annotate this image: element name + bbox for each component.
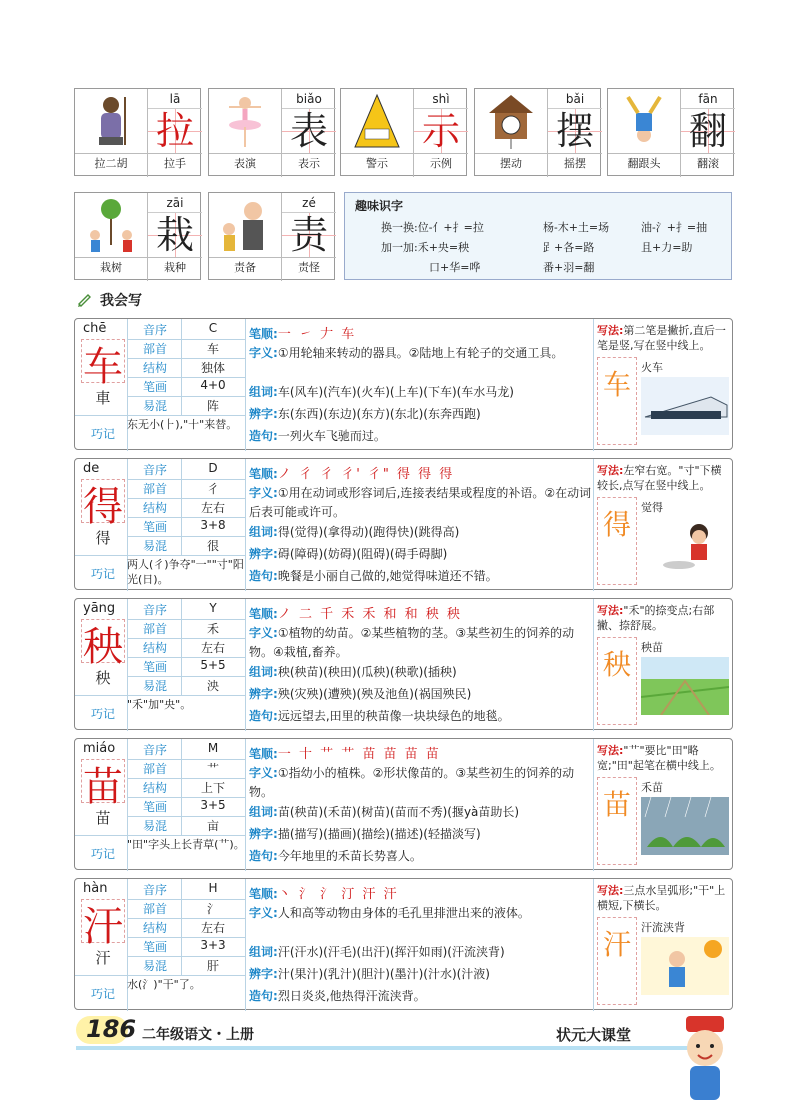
practice-character: 苗 (602, 788, 631, 821)
stroke-order-label: 笔顺: (249, 887, 278, 901)
info-label: 易混 (142, 539, 167, 553)
picture-caption: 火车 (641, 361, 663, 374)
book-title: 二年级语文・上册 (142, 1027, 254, 1043)
info-label: 笔画 (142, 380, 167, 394)
words-row (249, 941, 595, 960)
writing-tip (597, 323, 731, 353)
vocab-illustration (209, 89, 281, 153)
vocab-character: 拉 (155, 109, 194, 153)
vocab-illustration (209, 193, 281, 257)
fun-cell: 加一加:禾+央=秧 (381, 241, 470, 254)
distinguish-row (249, 683, 595, 702)
column-divider (593, 879, 594, 1011)
column-divider (181, 879, 182, 975)
info-value: 5+5 (200, 658, 226, 672)
fun-literacy-title: 趣味识字 (355, 199, 404, 213)
meaning-label: 字义: (249, 346, 278, 360)
info-label: 音序 (142, 323, 167, 337)
sentence-text: 烈日炎炎,他热得汗流浃背。 (277, 989, 426, 1003)
vocab-word: 栽树 (100, 261, 122, 274)
vocab-word: 表演 (234, 157, 256, 170)
meaning-label: 字义: (249, 486, 278, 500)
info-label: 笔画 (142, 800, 167, 814)
column-divider (245, 879, 246, 1011)
info-label: 音序 (142, 743, 167, 757)
brand-name: 状元大课堂 (556, 1026, 632, 1044)
column-divider (245, 459, 246, 591)
info-value: 亩 (206, 819, 219, 833)
vocab-pinyin: bǎi (548, 89, 602, 109)
stroke-order-label: 笔顺: (249, 467, 278, 481)
sentence-text: 远远望去,田里的秧苗像一块块绿色的地毯。 (277, 709, 510, 723)
pencil-icon (76, 290, 94, 308)
writing-tip (597, 743, 731, 773)
vocab-character: 摆 (555, 109, 594, 153)
table-line (75, 415, 245, 416)
meaning-text: ①植物的幼苗。②某些植物的茎。③某些初生的饲养的动物。④栽植,畜养。 (249, 626, 575, 659)
stroke-order: 丶 氵 氵 汀 汗 汗 (277, 887, 399, 902)
vocab-word: 摆动 (500, 157, 522, 170)
fun-literacy-box (344, 192, 732, 280)
distinguish-row (249, 963, 595, 982)
stroke-order-row (249, 463, 589, 482)
words-text: 汗(汗水)(汗毛)(出汗)(挥汗如雨)(汗流浃背) (277, 945, 505, 959)
words-label: 组词: (249, 945, 278, 959)
sentence-label: 造句: (249, 849, 278, 863)
info-label: 部首 (142, 342, 167, 356)
stroke-order: 一 ㇀ 𠂇 车 (277, 327, 357, 342)
table-line (75, 555, 245, 556)
vocab-word: 警示 (366, 157, 388, 170)
sentence-text: 今年地里的禾苗长势喜人。 (277, 849, 422, 863)
picture-caption: 禾苗 (641, 781, 663, 794)
mnemonic-text: "田"字头上长青草(艹)。 (127, 838, 245, 851)
distinguish-row (249, 823, 595, 842)
mnemonic-label: 巧记 (90, 987, 115, 1001)
writing-tip-text: 左窄右宽。"寸"下横较长,点写在竖中线上。 (597, 464, 722, 492)
stroke-order-row (249, 603, 589, 622)
info-label: 结构 (142, 921, 167, 935)
info-value: 3+5 (200, 798, 226, 812)
footer-divider (76, 1046, 716, 1050)
words-row (249, 801, 595, 820)
vocab-card (208, 192, 335, 280)
info-value: 上下 (200, 781, 225, 795)
words-label: 组词: (249, 385, 278, 399)
vocab-word: 表示 (298, 157, 320, 170)
vocab-word: 翻滚 (697, 157, 719, 170)
picture-caption: 汗流浃背 (641, 921, 685, 934)
distinguish-text: 碍(障碍)(妨碍)(阻碍)(碍手碍脚) (277, 547, 448, 561)
sentence-label: 造句: (249, 429, 278, 443)
vocab-word: 拉手 (164, 157, 186, 170)
distinguish-text: 描(描写)(描画)(描绘)(描述)(轻描淡写) (277, 827, 481, 841)
words-row (249, 521, 595, 540)
column-divider (181, 459, 182, 555)
page-number: 186 (86, 1015, 137, 1043)
vocab-word: 示例 (430, 157, 452, 170)
info-value: C (208, 321, 218, 335)
writing-tip-text: 第二笔是撇折,直后一笔是竖,写在竖中线上。 (597, 324, 726, 352)
sentence-row (249, 425, 595, 444)
meaning-row (249, 903, 595, 922)
column-divider (593, 599, 594, 731)
info-value: 车 (206, 342, 219, 356)
info-label: 易混 (142, 959, 167, 973)
vocab-character: 栽 (155, 213, 194, 257)
distinguish-text: 殃(灾殃)(遭殃)(殃及池鱼)(祸国殃民) (277, 687, 472, 701)
character-card (74, 598, 733, 730)
sentence-row (249, 845, 595, 864)
sentence-label: 造句: (249, 989, 278, 1003)
info-value: 禾 (206, 622, 219, 636)
sentence-row (249, 565, 595, 584)
illustration-image (641, 377, 729, 439)
main-character: 秧 (83, 624, 123, 670)
info-value: 阵 (206, 399, 219, 413)
sentence-text: 一列火车飞驰而过。 (277, 429, 386, 443)
traditional-character: 汗 (95, 949, 111, 967)
info-value: 左右 (200, 501, 225, 515)
info-label: 部首 (142, 762, 167, 776)
card-hline (209, 257, 336, 258)
mnemonic-label: 巧记 (90, 567, 115, 581)
traditional-character: 得 (95, 529, 111, 547)
info-label: 笔画 (142, 520, 167, 534)
vocab-word: 责备 (234, 261, 256, 274)
writing-tip (597, 603, 731, 633)
info-value: 左右 (200, 921, 225, 935)
distinguish-text: 汁(果汁)(乳汁)(胆汁)(墨汁)(汁水)(汁液) (277, 967, 490, 981)
info-label: 结构 (142, 361, 167, 375)
card-hline (341, 153, 468, 154)
sentence-label: 造句: (249, 569, 278, 583)
stroke-order: ノ 二 千 禾 禾 和 和 秧 秧 (277, 607, 462, 622)
meaning-text: ①指幼小的植株。②形状像苗的。③某些初生的饲养的动物。 (249, 766, 575, 799)
writing-tip (597, 883, 731, 913)
mnemonic-text: 两人(彳)争夺"一""寸"阳光(日)。 (127, 558, 244, 586)
character-card (74, 738, 733, 870)
vocab-illustration (341, 89, 413, 153)
vocab-pinyin: shì (414, 89, 468, 109)
picture-caption: 秧苗 (641, 641, 663, 654)
info-label: 部首 (142, 902, 167, 916)
table-line (75, 975, 245, 976)
words-text: 车(风车)(汽车)(火车)(上车)(下车)(车水马龙) (277, 385, 514, 399)
info-value: 4+0 (200, 378, 226, 392)
character-pinyin: de (83, 461, 100, 476)
mnemonic-label: 巧记 (90, 847, 115, 861)
table-line (75, 695, 245, 696)
fun-cell: 且+力=助 (641, 241, 693, 254)
writing-tip-label: 写法: (597, 884, 624, 897)
writing-tip-text: "艹"要比"田"略宽;"田"起笔在横中线上。 (597, 744, 721, 772)
column-divider (245, 599, 246, 731)
vocab-pinyin: zé (282, 193, 336, 213)
mnemonic-text: 水(氵)"干"了。 (127, 978, 201, 991)
meaning-text: ①用在动词或形容词后,连接表结果或程度的补语。②在动词后表可能或许可。 (249, 486, 592, 519)
words-label: 组词: (249, 665, 278, 679)
stroke-order: 一 十 艹 艹 苗 苗 苗 苗 (277, 747, 441, 762)
info-label: 音序 (142, 463, 167, 477)
vocab-pinyin: fān (681, 89, 735, 109)
meaning-row (249, 763, 595, 801)
card-hline (209, 153, 336, 154)
sentence-label: 造句: (249, 709, 278, 723)
character-card (74, 458, 733, 590)
vocab-word: 责怪 (298, 261, 320, 274)
illustration-image (641, 937, 729, 999)
main-character: 汗 (83, 904, 123, 950)
info-value: 左右 (200, 641, 225, 655)
vocab-character: 责 (289, 213, 328, 257)
vocab-illustration (75, 89, 147, 153)
info-label: 结构 (142, 641, 167, 655)
fun-cell: 口+华=哗 (429, 261, 481, 274)
meaning-label: 字义: (249, 626, 278, 640)
traditional-character: 苗 (95, 809, 111, 827)
column-divider (181, 319, 182, 415)
words-label: 组词: (249, 805, 278, 819)
info-value: D (208, 461, 218, 475)
info-label: 音序 (142, 883, 167, 897)
illustration-image (641, 657, 729, 719)
info-value: 很 (206, 539, 219, 553)
sentence-row (249, 705, 595, 724)
main-character: 苗 (83, 764, 123, 810)
info-label: 笔画 (142, 660, 167, 674)
column-divider (245, 319, 246, 451)
meaning-row (249, 483, 595, 521)
vocab-illustration (75, 193, 147, 257)
practice-character: 秧 (602, 648, 631, 681)
words-text: 苗(秧苗)(禾苗)(树苗)(苗而不秀)(揠yà苗助长) (277, 805, 520, 819)
distinguish-label: 辨字: (249, 687, 278, 701)
stroke-order: ノ 彳 彳 彳' 彳" 得 得 得 (277, 467, 455, 482)
vocab-card (340, 88, 467, 176)
distinguish-label: 辨字: (249, 547, 278, 561)
distinguish-label: 辨字: (249, 407, 278, 421)
section-title: 我会写 (100, 293, 142, 309)
vocab-word: 栽种 (164, 261, 186, 274)
card-hline (608, 153, 735, 154)
stroke-order-label: 笔顺: (249, 327, 278, 341)
vocab-card (74, 88, 201, 176)
info-value: 肝 (206, 959, 219, 973)
info-label: 部首 (142, 482, 167, 496)
info-label: 易混 (142, 399, 167, 413)
meaning-text: 人和高等动物由身体的毛孔里排泄出来的液体。 (277, 906, 530, 920)
column-divider (181, 739, 182, 835)
vocab-word: 摇摆 (564, 157, 586, 170)
info-value: Y (209, 601, 217, 615)
vocab-card (607, 88, 734, 176)
distinguish-label: 辨字: (249, 967, 278, 981)
vocab-pinyin: biǎo (282, 89, 336, 109)
words-text: 得(觉得)(拿得动)(跑得快)(跳得高) (277, 525, 460, 539)
vocab-card (208, 88, 335, 176)
practice-character: 得 (602, 508, 631, 541)
writing-tip-text: 三点水呈弧形;"干"上横短,下横长。 (597, 884, 726, 912)
mascot-icon (680, 1010, 730, 1110)
words-row (249, 661, 595, 680)
character-card (74, 878, 733, 1010)
fun-cell: 油-氵+扌=抽 (641, 221, 708, 234)
meaning-text: ①用轮轴来转动的器具。②陆地上有轮子的交通工具。 (277, 346, 564, 360)
character-pinyin: miáo (83, 741, 116, 756)
meaning-label: 字义: (249, 906, 278, 920)
main-character: 得 (83, 484, 123, 530)
vocab-card (74, 192, 201, 280)
info-label: 结构 (142, 501, 167, 515)
column-divider (593, 739, 594, 871)
mnemonic-text: "禾"加"央"。 (127, 698, 192, 711)
vocab-pinyin: lā (148, 89, 202, 109)
vocab-character: 表 (289, 109, 328, 153)
vocab-card (474, 88, 601, 176)
column-divider (593, 459, 594, 591)
info-value: 泱 (206, 679, 219, 693)
writing-tip-label: 写法: (597, 744, 624, 757)
stroke-order-row (249, 323, 589, 342)
info-label: 部首 (142, 622, 167, 636)
traditional-character: 秧 (95, 669, 111, 687)
fun-cell: 𧾷+各=路 (543, 241, 595, 254)
stroke-order-label: 笔顺: (249, 607, 278, 621)
vocab-character: 示 (421, 109, 460, 153)
info-value: 艹 (206, 762, 219, 776)
meaning-row (249, 623, 595, 661)
column-divider (181, 599, 182, 695)
info-label: 结构 (142, 781, 167, 795)
stroke-order-label: 笔顺: (249, 747, 278, 761)
vocab-word: 翻跟头 (627, 157, 661, 170)
info-label: 音序 (142, 603, 167, 617)
vocab-illustration (475, 89, 547, 153)
character-pinyin: yāng (83, 601, 116, 616)
sentence-text: 晚餐是小丽自己做的,她觉得味道还不错。 (277, 569, 498, 583)
mnemonic-label: 巧记 (90, 707, 115, 721)
fun-cell: 换一换:位-亻+扌=拉 (381, 221, 484, 234)
writing-tip-text: "禾"的捺变点;右部撇、捺舒展。 (597, 604, 715, 632)
main-character: 车 (83, 344, 123, 390)
practice-character: 车 (602, 368, 631, 401)
card-hline (75, 257, 202, 258)
practice-character: 汗 (602, 928, 631, 961)
words-label: 组词: (249, 525, 278, 539)
fun-cell: 杨-木+土=场 (543, 221, 610, 234)
mnemonic-label: 巧记 (90, 427, 115, 441)
info-value: 氵 (206, 902, 219, 916)
distinguish-row (249, 543, 595, 562)
info-value: H (208, 881, 218, 895)
column-divider (593, 319, 594, 451)
meaning-label: 字义: (249, 766, 278, 780)
info-value: M (207, 741, 219, 755)
info-label: 笔画 (142, 940, 167, 954)
vocab-pinyin: zāi (148, 193, 202, 213)
vocab-character: 翻 (688, 109, 727, 153)
card-hline (75, 153, 202, 154)
distinguish-label: 辨字: (249, 827, 278, 841)
writing-tip-label: 写法: (597, 324, 624, 337)
info-label: 易混 (142, 819, 167, 833)
illustration-image (641, 517, 729, 579)
fun-cell: 番+羽=翻 (543, 261, 595, 274)
character-pinyin: chē (83, 321, 107, 336)
info-label: 易混 (142, 679, 167, 693)
info-value: 3+8 (200, 518, 226, 532)
table-line (75, 835, 245, 836)
vocab-illustration (608, 89, 680, 153)
writing-tip (597, 463, 731, 493)
card-hline (475, 153, 602, 154)
distinguish-text: 东(东西)(东边)(东方)(东北)(东奔西跑) (277, 407, 481, 421)
writing-tip-label: 写法: (597, 464, 624, 477)
words-row (249, 381, 595, 400)
character-pinyin: hàn (83, 881, 108, 896)
info-value: 3+3 (200, 938, 226, 952)
info-value: 彳 (206, 482, 219, 496)
stroke-order-row (249, 743, 589, 762)
picture-caption: 觉得 (641, 501, 663, 514)
sentence-row (249, 985, 595, 1004)
column-divider (245, 739, 246, 871)
mnemonic-text: 东无小(⺊),"十"来替。 (127, 418, 238, 431)
vocab-word: 拉二胡 (94, 157, 128, 170)
distinguish-row (249, 403, 595, 422)
illustration-image (641, 797, 729, 859)
stroke-order-row (249, 883, 589, 902)
character-card (74, 318, 733, 450)
info-value: 独体 (200, 361, 225, 375)
traditional-character: 車 (95, 389, 111, 407)
meaning-row (249, 343, 595, 362)
words-text: 秧(秧苗)(秧田)(瓜秧)(秧歌)(插秧) (277, 665, 457, 679)
writing-tip-label: 写法: (597, 604, 624, 617)
